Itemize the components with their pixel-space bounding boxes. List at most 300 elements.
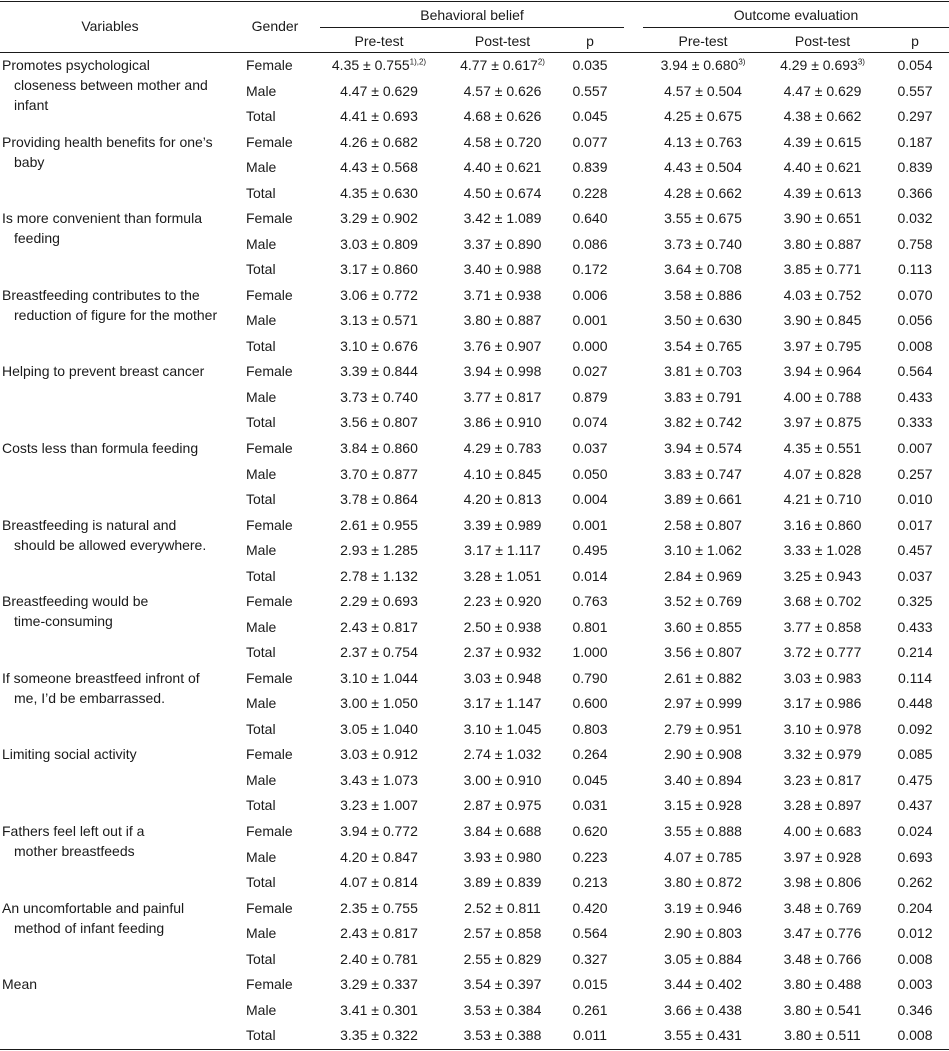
cell-value: 3.23 ± 1.007 [340,797,418,814]
oe-p-cell [890,209,940,227]
oe-pre-test-cell [642,439,764,457]
cell-value: 0.879 [572,388,608,405]
variable-label [2,132,238,172]
gender-cell: Female [246,823,293,839]
variable-label-continuation: time-consuming [14,613,113,630]
oe-pre-test-cell [642,516,764,534]
oe-p-cell [890,286,940,304]
variable-label-first-line: Breastfeeding contributes to the [2,286,200,303]
oe-post-test-cell [764,694,881,712]
gender-cell: Male [246,542,277,559]
oe-p-cell [890,516,940,534]
cell-value: 0.495 [572,542,608,559]
cell-value: 0.327 [572,950,608,967]
bb-post-test-cell [440,337,565,355]
cell-value: 0.437 [897,797,933,814]
header-gender: Gender [251,18,299,34]
bb-post-test-cell [440,133,565,151]
bb-pre-test-cell [318,158,440,176]
bb-post-test-cell [440,567,565,585]
oe-p-cell [890,720,940,738]
cell-value: 0.261 [572,1001,608,1018]
cell-value: 0.172 [572,261,608,278]
bb-pre-test-cell [318,694,440,712]
cell-value: 0.054 [897,57,933,73]
cell-value: 3.54 ± 0.397 [463,976,542,993]
cell-value: 0.640 [572,210,608,227]
bb-post-test-cell [440,694,565,712]
cell-value: 3.80 ± 0.541 [783,1001,862,1018]
bb-pre-test-cell [318,796,440,814]
gender-cell: Male [246,848,277,865]
cell-value: 0.012 [897,925,933,942]
cell-value: 0.024 [897,823,933,839]
oe-post-test-cell [764,618,881,636]
bb-pre-test-cell [318,720,440,738]
bb-pre-test-cell [318,439,440,457]
oe-pre-test-cell [642,362,764,380]
bb-pre-test-cell [318,107,440,125]
bb-post-test-cell [440,796,565,814]
oe-post-test-cell [764,669,881,687]
oe-p-cell [890,1001,940,1019]
oe-post-test-cell [764,184,881,202]
cell-value: 2.29 ± 0.693 [340,593,418,610]
variable-label [2,821,238,861]
bb-pre-test-cell [318,1026,440,1044]
cell-value: 3.80 ± 0.887 [463,312,542,329]
oe-pre-test-cell [642,235,764,253]
bb-pre-test-cell [318,516,440,534]
bb-pre-test-cell [318,362,440,380]
cell-value: 3.33 ± 1.028 [783,542,862,559]
oe-p-cell [890,745,940,763]
variable-label-continuation: feeding [14,230,60,247]
cell-value: 4.41 ± 0.693 [340,108,418,124]
cell-value: 3.97 ± 0.795 [783,337,862,354]
cell-value: 0.008 [897,1027,933,1044]
cell-value: 0.839 [897,159,933,176]
cell-value: 0.085 [897,746,933,763]
oe-p-cell [890,899,940,917]
cell-value: 2.84 ± 0.969 [664,567,742,584]
bb-post-test-cell [440,516,565,534]
cell-value: 0.004 [572,491,608,507]
cell-value: 0.448 [897,695,933,712]
bb-pre-test-cell [318,822,440,840]
gender-cell: Total [246,337,276,354]
oe-p-cell [890,950,940,968]
oe-pre-test-cell [642,848,764,866]
oe-pre-test-cell [642,158,764,176]
footnote-marker: 1),2) [409,57,427,67]
cell-value: 0.333 [897,414,933,431]
footnote-marker: 2) [537,57,545,67]
cell-value: 3.85 ± 0.771 [783,261,862,278]
cell-value: 2.90 ± 0.908 [664,746,742,763]
cell-value: 0.074 [572,414,608,431]
oe-p-cell [890,158,940,176]
oe-pre-test-cell [642,107,764,125]
bb-pre-test-cell [318,669,440,687]
variable-label-first-line: Limiting social activity [2,746,137,763]
outcome-evaluation-rule [643,27,949,28]
header-bb-post-test: Post-test [474,33,531,49]
bb-p-cell [565,439,615,457]
cell-value: 3.50 ± 0.630 [664,312,742,329]
oe-post-test-cell [764,388,881,406]
cell-value: 0.014 [572,567,608,584]
oe-post-test-cell [764,413,881,431]
cell-value: 3.40 ± 0.988 [463,261,542,278]
oe-post-test-cell [764,516,881,534]
cell-value: 0.010 [897,491,933,507]
bb-post-test-cell [440,286,565,304]
cell-value: 3.23 ± 0.817 [783,771,862,788]
oe-pre-test-cell [642,924,764,942]
oe-pre-test-cell [642,413,764,431]
cell-value: 0.264 [572,746,608,763]
cell-value: 0.803 [572,720,608,737]
cell-value: 0.000 [572,337,608,354]
header-oe-post-test: Post-test [794,33,851,49]
bb-post-test-cell [440,822,565,840]
bb-p-cell [565,1001,615,1019]
cell-value: 3.68 ± 0.702 [783,593,862,610]
cell-value: 3.28 ± 0.897 [783,797,862,814]
cell-value: 0.790 [572,669,608,686]
cell-value: 3.29 ± 0.337 [340,976,418,993]
bb-pre-test-cell [318,745,440,763]
cell-value: 0.045 [572,771,608,788]
header-variables: Variables [81,18,139,34]
variable-label [2,438,238,458]
cell-value: 0.257 [897,465,933,482]
cell-value: 3.03 ± 0.912 [340,746,418,763]
gender-cell: Male [246,1001,277,1018]
bb-p-cell [565,848,615,866]
cell-value: 4.35 ± 0.630 [340,184,418,201]
variable-label [2,208,238,248]
gender-cell: Female [246,57,293,73]
cell-value: 4.20 ± 0.847 [340,848,418,865]
cell-value: 0.050 [572,465,608,482]
gender-cell: Female [246,899,293,916]
bb-p-cell [565,82,615,100]
footnote-marker: 3) [857,57,865,67]
bb-p-cell [565,516,615,534]
oe-pre-test-cell [642,899,764,917]
cell-value: 2.93 ± 1.285 [340,542,418,559]
cell-value: 0.086 [572,235,608,252]
cell-value: 0.600 [572,695,608,712]
cell-value: 3.77 ± 0.858 [783,618,862,635]
footnote-marker: 3) [738,57,746,67]
oe-p-cell [890,56,940,74]
oe-pre-test-cell [642,950,764,968]
bb-p-cell [565,796,615,814]
cell-value: 4.00 ± 0.683 [783,823,862,839]
cell-value: 3.40 ± 0.894 [664,771,742,788]
bb-p-cell [565,822,615,840]
oe-p-cell [890,388,940,406]
cell-value: 3.29 ± 0.902 [340,210,418,227]
bb-p-cell [565,465,615,483]
cell-value: 0.003 [897,976,933,993]
variable-label [2,515,238,555]
variable-label-first-line: Promotes psychological [2,57,150,73]
cell-value: 3.83 ± 0.791 [664,388,742,405]
gender-cell: Male [246,771,277,788]
cell-value: 3.89 ± 0.839 [463,874,542,890]
cell-value: 3.39 ± 0.989 [463,516,542,533]
oe-p-cell [890,311,940,329]
cell-value: 2.61 ± 0.882 [664,669,742,686]
oe-post-test-cell [764,796,881,814]
oe-p-cell [890,796,940,814]
cell-value: 4.29 ± 0.783 [463,440,542,456]
cell-value: 2.97 ± 0.999 [664,695,742,712]
cell-value: 4.57 ± 0.626 [463,82,542,99]
cell-value: 3.54 ± 0.765 [664,337,742,354]
cell-value: 0.564 [572,925,608,942]
cell-value: 3.98 ± 0.806 [783,874,862,890]
gender-cell: Total [246,644,276,661]
bottom-rule [0,1049,949,1050]
header-behavioral-belief: Behavioral belief [420,7,524,23]
gender-cell: Total [246,720,276,737]
cell-value: 3.03 ± 0.948 [463,669,542,686]
header-oe-p: p [911,33,919,49]
oe-p-cell [890,694,940,712]
oe-post-test-cell [764,643,881,661]
oe-post-test-cell [764,56,881,74]
bb-pre-test-cell [318,184,440,202]
cell-value: 0.008 [897,337,933,354]
cell-value: 2.40 ± 0.781 [340,950,418,967]
oe-pre-test-cell [642,567,764,585]
oe-pre-test-cell [642,771,764,789]
gender-cell: Female [246,440,293,456]
bb-post-test-cell [440,771,565,789]
cell-value: 4.10 ± 0.845 [463,465,542,482]
oe-pre-test-cell [642,694,764,712]
oe-p-cell [890,82,940,100]
bb-post-test-cell [440,975,565,993]
bb-p-cell [565,184,615,202]
gender-cell: Female [246,133,293,150]
gender-cell: Total [246,567,276,584]
gender-cell: Total [246,874,276,890]
gender-cell: Female [246,286,293,303]
cell-value: 2.55 ± 0.829 [463,950,542,967]
cell-value: 0.037 [897,567,933,584]
bb-p-cell [565,209,615,227]
cell-value: 3.90 ± 0.845 [783,312,862,329]
cell-value: 3.32 ± 0.979 [783,746,862,763]
cell-value: 4.07 ± 0.814 [340,874,418,890]
cell-value: 3.19 ± 0.946 [664,899,742,916]
cell-value: 3.71 ± 0.938 [463,286,542,303]
gender-cell: Male [246,465,277,482]
bb-pre-test-cell [318,286,440,304]
oe-p-cell [890,592,940,610]
cell-value: 0.077 [572,133,608,150]
oe-p-cell [890,873,940,891]
bb-p-cell [565,235,615,253]
gender-cell: Female [246,516,293,533]
bb-p-cell [565,362,615,380]
variable-label-first-line: Costs less than formula feeding [2,440,199,456]
cell-value: 4.25 ± 0.675 [664,108,742,124]
oe-p-cell [890,1026,940,1044]
oe-p-cell [890,822,940,840]
gender-cell: Total [246,491,276,507]
bb-post-test-cell [440,899,565,917]
gender-cell: Female [246,593,293,610]
cell-value: 2.23 ± 0.920 [463,593,542,610]
bb-p-cell [565,311,615,329]
cell-value: 0.801 [572,618,608,635]
bb-p-cell [565,975,615,993]
oe-pre-test-cell [642,311,764,329]
cell-value: 0.564 [897,363,933,380]
cell-value: 3.00 ± 1.050 [340,695,418,712]
oe-pre-test-cell [642,720,764,738]
cell-value: 0.187 [897,133,933,150]
variable-label [2,668,238,708]
behavioral-belief-rule [320,27,624,28]
oe-post-test-cell [764,465,881,483]
cell-value: 4.40 ± 0.621 [463,159,542,176]
cell-value: 4.47 ± 0.629 [783,82,862,99]
oe-post-test-cell [764,720,881,738]
variable-label-continuation: mother breastfeeds [14,843,135,859]
gender-cell: Female [246,746,293,763]
oe-post-test-cell [764,848,881,866]
bb-post-test-cell [440,720,565,738]
cell-value: 3.56 ± 0.807 [340,414,418,431]
bb-post-test-cell [440,873,565,891]
cell-value: 3.17 ± 1.117 [464,542,541,559]
cell-value: 4.39 ± 0.613 [783,184,862,201]
cell-value: 0.228 [572,184,608,201]
oe-pre-test-cell [642,337,764,355]
oe-post-test-cell [764,771,881,789]
bb-pre-test-cell [318,82,440,100]
cell-value: 0.457 [897,542,933,559]
cell-value: 3.53 ± 0.388 [463,1027,542,1044]
cell-value: 0.092 [897,720,933,737]
oe-post-test-cell [764,107,881,125]
cell-value: 3.10 ± 0.676 [340,337,418,354]
cell-value: 0.001 [572,312,608,329]
bb-p-cell [565,286,615,304]
oe-post-test-cell [764,439,881,457]
bb-pre-test-cell [318,567,440,585]
variable-label-first-line: Is more convenient than formula [2,210,202,227]
oe-p-cell [890,771,940,789]
cell-value: 3.80 ± 0.887 [783,235,862,252]
oe-post-test-cell [764,490,881,508]
cell-value: 3.17 ± 1.147 [463,695,542,712]
cell-value: 3.94 ± 0.574 [664,440,742,456]
bb-pre-test-cell [318,56,440,74]
cell-value: 0.433 [897,618,933,635]
cell-value: 3.55 ± 0.888 [664,823,742,839]
cell-value: 0.008 [897,950,933,967]
oe-post-test-cell [764,567,881,585]
cell-value: 3.94 ± 0.680 [660,57,739,73]
cell-value: 2.52 ± 0.811 [464,899,541,916]
cell-value: 3.89 ± 0.661 [664,491,742,507]
oe-p-cell [890,260,940,278]
gender-cell: Total [246,108,276,124]
cell-value: 0.214 [897,644,933,661]
bb-pre-test-cell [318,950,440,968]
cell-value: 3.78 ± 0.864 [340,491,418,507]
oe-p-cell [890,465,940,483]
bb-post-test-cell [440,669,565,687]
cell-value: 4.07 ± 0.828 [783,465,862,482]
cell-value: 3.70 ± 0.877 [340,465,418,482]
cell-value: 3.80 ± 0.488 [783,976,862,993]
bb-post-test-cell [440,618,565,636]
oe-pre-test-cell [642,82,764,100]
bb-p-cell [565,56,615,74]
oe-post-test-cell [764,133,881,151]
cell-value: 3.55 ± 0.675 [664,210,742,227]
header-bottom-rule [0,52,949,53]
oe-p-cell [890,541,940,559]
gender-cell: Total [246,950,276,967]
header-oe-pre-test: Pre-test [678,33,728,49]
oe-post-test-cell [764,873,881,891]
cell-value: 3.84 ± 0.860 [340,440,418,456]
gender-cell: Male [246,312,277,329]
cell-value: 3.94 ± 0.964 [783,363,862,380]
cell-value: 0.007 [897,440,933,456]
cell-value: 0.001 [572,516,608,533]
cell-value: 3.48 ± 0.769 [783,899,862,916]
gender-cell: Total [246,261,276,278]
bb-post-test-cell [440,490,565,508]
cell-value: 3.17 ± 0.860 [340,261,418,278]
oe-p-cell [890,235,940,253]
oe-p-cell [890,439,940,457]
cell-value: 3.41 ± 0.301 [340,1001,418,1018]
cell-value: 2.78 ± 1.132 [340,567,418,584]
bb-pre-test-cell [318,771,440,789]
oe-pre-test-cell [642,822,764,840]
cell-value: 0.031 [572,797,608,814]
cell-value: 4.26 ± 0.682 [340,133,418,150]
cell-value: 4.13 ± 0.763 [664,133,742,150]
cell-value: 0.557 [897,82,933,99]
bb-post-test-cell [440,362,565,380]
bb-pre-test-cell [318,133,440,151]
bb-pre-test-cell [318,541,440,559]
cell-value: 0.204 [897,899,933,916]
gender-cell: Female [246,363,293,380]
bb-post-test-cell [440,413,565,431]
cell-value: 2.58 ± 0.807 [664,516,742,533]
bb-post-test-cell [440,158,565,176]
cell-value: 3.93 ± 0.980 [463,848,542,865]
bb-post-test-cell [440,950,565,968]
bb-pre-test-cell [318,643,440,661]
oe-pre-test-cell [642,618,764,636]
